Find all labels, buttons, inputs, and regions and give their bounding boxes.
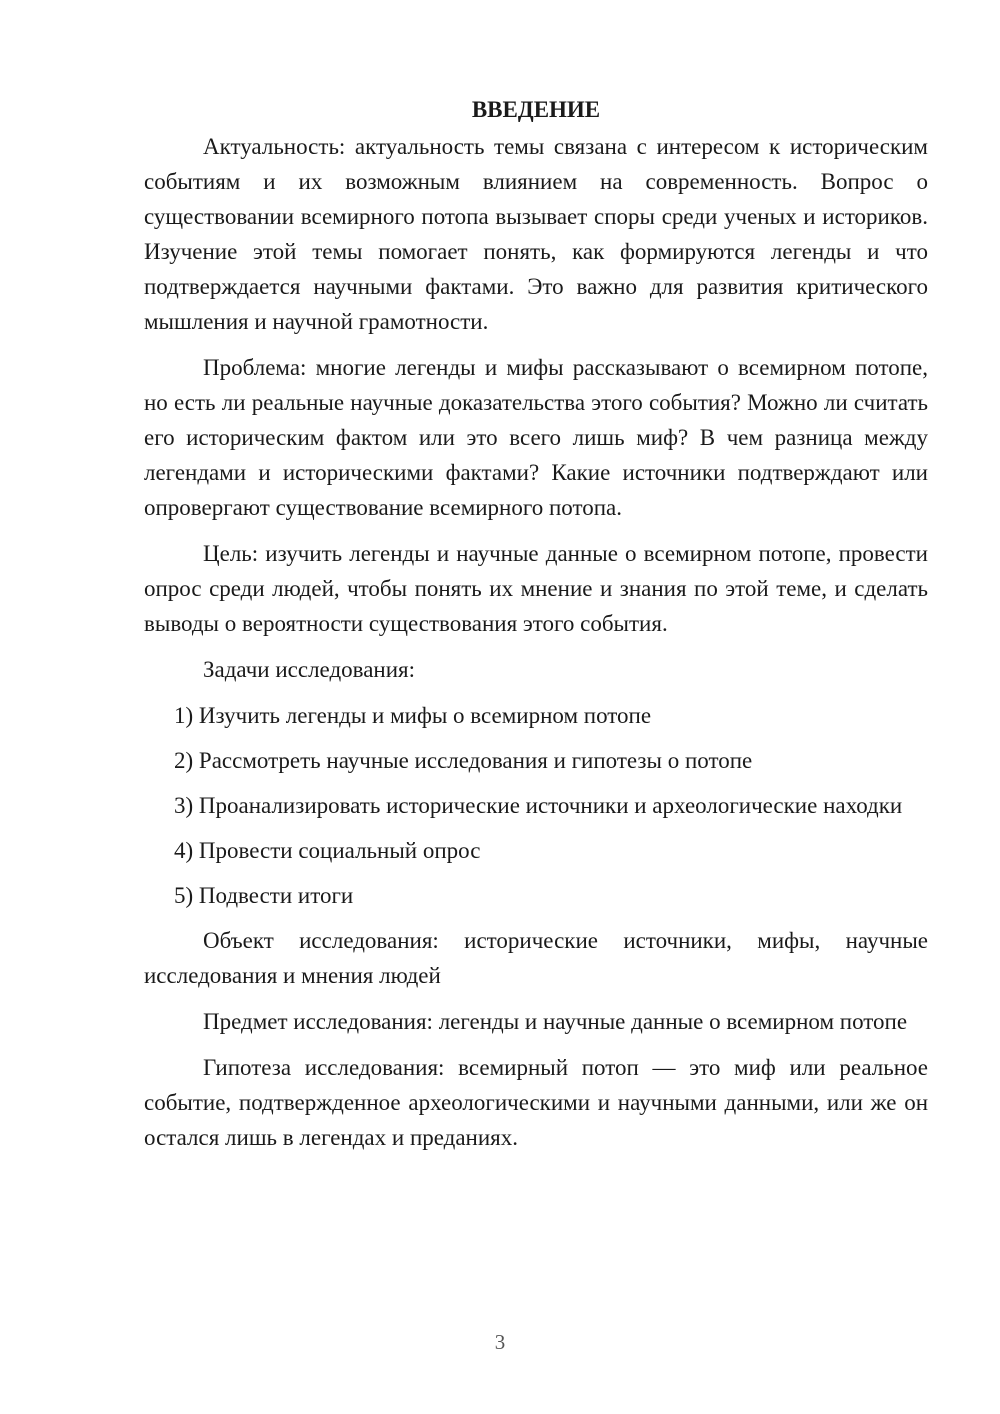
relevance-paragraph: Актуальность: актуальность темы связана с интересом к историческим событиям и их возможным влиянием на современность. Вопрос о существовании всемирного потопа вызывает споры среди ученых и историков. Изучение этой темы помогает понять, как формируются легенды и что подтверждается научными фактами. Это важно для развития критического мышления и научной грамотности.: [144, 134, 928, 334]
subject-paragraph: Предмет исследования: легенды и научные данные о всемирном потопе: [203, 1009, 908, 1034]
hypothesis-paragraph: Гипотеза исследования: всемирный потоп — это миф или реальное событие, подтвержденное археологическими и научными данными, или же он остался лишь в легендах и преданиях.: [144, 1055, 928, 1150]
document-page: [144, 92, 928, 1166]
object-paragraph: Объект исследования: исторические источники, мифы, научные исследования и мнения людей: [144, 928, 928, 988]
page-number: 3: [494, 1330, 506, 1354]
task-item: 2) Рассмотреть научные исследования и гипотезы о потопе: [174, 748, 753, 773]
section-title: ВВЕДЕНИЕ: [471, 97, 601, 122]
task-item: 1) Изучить легенды и мифы о всемирном потопе: [174, 703, 652, 728]
tasks-heading: Задачи исследования:: [203, 657, 416, 682]
problem-paragraph: Проблема: многие легенды и мифы рассказывают о всемирном потопе, но есть ли реальные научные доказательства этого события? Можно ли считать его историческим фактом или это всего лишь миф? В чем разница между легендами и историческими фактами? Какие источники подтверждают или опровергают существование всемирного потопа.: [144, 355, 928, 520]
task-item: 3) Проанализировать исторические источники и археологические находки: [174, 793, 903, 818]
task-item: 4) Провести социальный опрос: [174, 838, 481, 863]
task-item: 5) Подвести итоги: [174, 883, 354, 908]
goal-paragraph: Цель: изучить легенды и научные данные о всемирном потопе, провести опрос среди людей, чтобы понять их мнение и знания по этой теме, и сделать выводы о вероятности существования этого события.: [144, 541, 928, 636]
